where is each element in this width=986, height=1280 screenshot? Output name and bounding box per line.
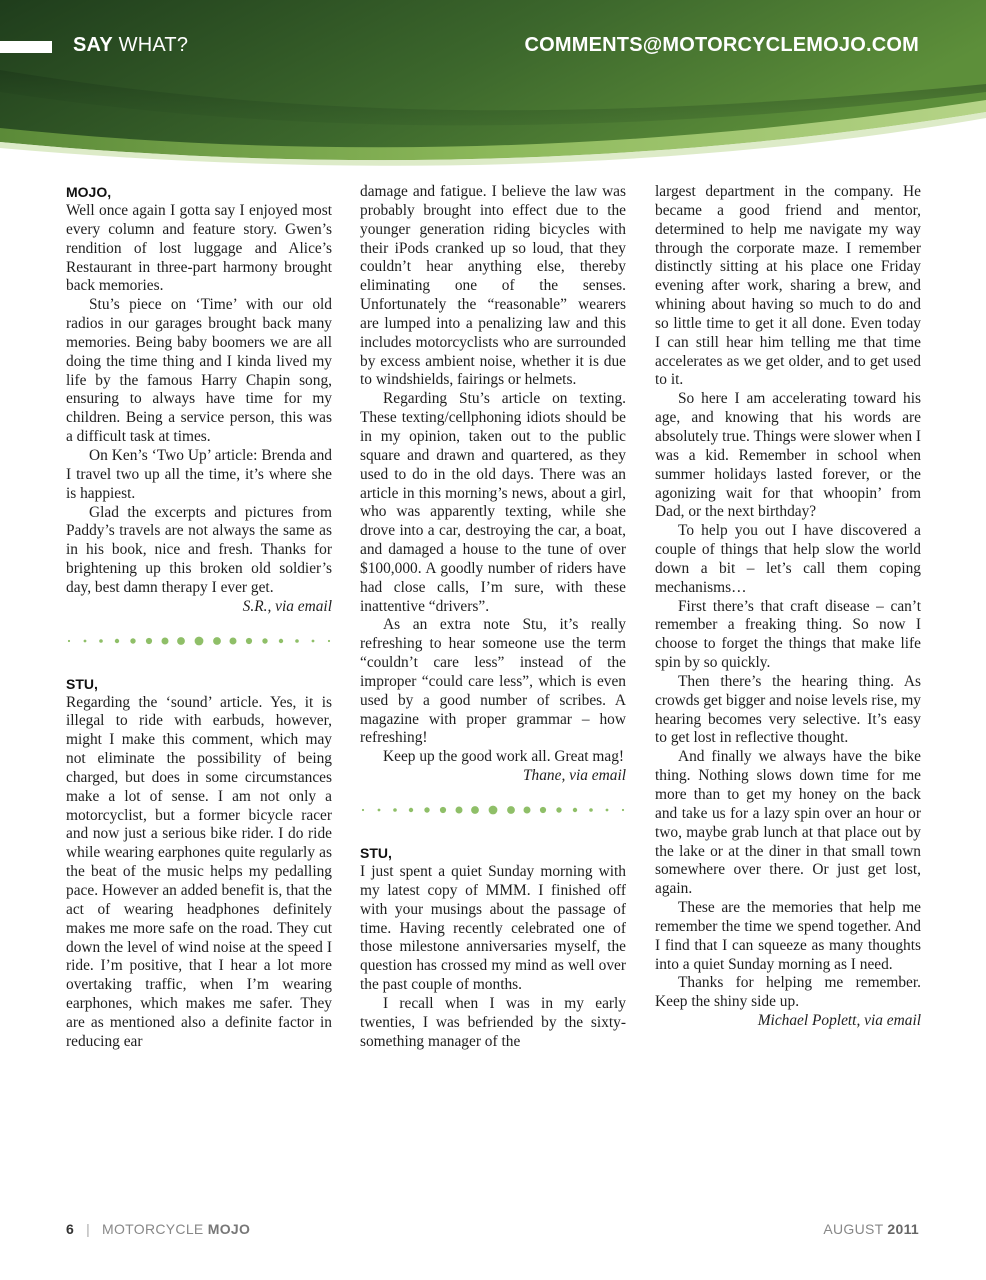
dot-divider-graphic [360,804,626,816]
section-title-strong: SAY [73,34,113,56]
letter-2-salutation: STU, [66,675,98,692]
issue-year: 2011 [887,1221,919,1237]
magazine-name-strong: MOJO [207,1221,251,1237]
letter-3-paragraph: Thanks for helping me remember. Keep the shiny side up. [655,974,921,1011]
section-title-rest: WHAT? [112,34,189,56]
letter-3-salutation: STU, [360,845,392,861]
page-number: 6 [66,1221,75,1237]
letter-1-signature: S.R., via email [242,597,332,615]
dot-divider [360,786,626,844]
issue-month: AUGUST [823,1221,888,1237]
letter-3-paragraph: First there’s that craft disease – can’t remember a freaking thing. So now I choose to forget the things that make life spin by so quickly. [655,597,921,672]
letter-3-paragraph: largest department in the company. He became a good friend and mentor, determined to help me navigate my way through the corporate maze. I remember distinctly sitting at his place one Friday evening after work, sharing a brew, and whining about having so much to do and so little time to get it all done. Even today I can still hear him telling me that time accelerates as we get older, and to get used to it. [655,183,921,389]
banner-swoosh-graphic [0,0,986,175]
header-accent-bar [0,41,52,53]
letter-1-paragraph: Stu’s piece on ‘Time’ with our old radios in our garages brought back many memories. Being baby boomers we are all doing the time thing and I kinda lived my life by the famous Harry Chapin song, ensuring to always have time for my children. Being a service person, this was a difficult task at times. [66,296,332,446]
letter-2-signature: Thane, via email [522,767,626,785]
dot-divider-graphic [66,635,332,647]
section-title [73,34,188,57]
letter-3-paragraph: These are the memories that help me remember the time we spend together. And I find that I can squeeze as many thoughts into a quiet Sunday morning as I need. [655,899,921,973]
letter-1-paragraph: Glad the excerpts and pictures from Paddy’s travels are not always the same as in his book, nice and fresh. Thanks for brightening up this broken old soldier’s day, best damn therapy I ever get. [66,503,332,596]
letter-2-paragraph: damage and fatigue. I believe the law was probably brought into effect due to the younger generation riding bicycles with their iPods cranked up so loud, that they couldn’t hear anything else, thereby eliminating one of the senses. Unfortunately the “reasonable” wearers are lumped into a penalizing law and this includes motorcyclists who are surrounded by excess ambient noise, whether it is due to windshields, fairings or helmets. [360,183,626,389]
letter-1-paragraph: On Ken’s ‘Two Up’ article: Brenda and I travel two up all the time, it’s where she is happiest. [66,446,332,502]
column-2 [360,183,626,1051]
letter-3-paragraph: So here I am accelerating toward his age, and knowing that his words are absolutely true. Things were slower when I was a kid. Remember in school when summer holidays lasted forever, or the agonizing wait for that whoopin’ from Dad, or the next birthday? [655,390,921,521]
letter-2-paragraph: Regarding the ‘sound’ article. Yes, it is illegal to ride with earbuds, however, might I make this comment, which may not eliminate the possibility of being charged, but does in some circumstances make a lot of sense. I am not only a motorcyclist, but a former bicycle racer and now just a serious bike rider. I do ride while wearing earphones quite regularly as the beat of the music helps my pedalling pace. However an added benefit is, that the act of wearing headphones definitely makes me more safe on the road. They cut down the level of wind noise at the speed I ride. I’m positive, that I hear a lot more overtaking traffic, when I’m wearing earphones, which makes me safer. They are as mentioned also a definite factor in reducing ear [66,693,332,1050]
letter-3-paragraph: I just spent a quiet Sunday morning with my latest copy of MMM. I finished off with your musings about the passage of time. Having recently celebrated one of those milestone anniversaries myself, the question has crossed my mind as well over the past couple of months. [360,863,626,994]
footer-separator: | [86,1221,91,1237]
letter-2-paragraph: As an extra note Stu, it’s really refreshing to hear someone use the term “couldn’t care less” instead of the improper “could care less”, which is even used by a good number of scribes. A magazine with proper grammar – how refreshing! [360,616,626,747]
letter-1-salutation: MOJO, [66,184,112,200]
footer-issue-date [823,1221,919,1237]
letter-3-paragraph: To help you out I have discovered a couple of things that help slow the world down a bit – let’s call them coping mechanisms… [655,522,921,596]
comments-email[interactable]: COMMENTS@MOTORCYCLEMOJO.COM [524,34,919,56]
letter-1-paragraph: Well once again I gotta say I enjoyed most every column and feature story. Gwen’s rendition of lost luggage and Alice’s Restaurant in three-part harmony brought back memories. [66,202,332,295]
letter-3-paragraph: And finally we always have the bike thing. Nothing slows down time for me more than to get my honey on the back and take us for a lazy spin over an hour or two, maybe grab lunch at that place out by the lake or at the diner in that small town somewhere over there. Or just get lost, again. [655,748,921,898]
letter-2-paragraph: Keep up the good work all. Great mag! [383,748,625,766]
column-1 [66,183,332,1052]
letter-3-signature: Michael Poplett, via email [757,1012,921,1030]
dot-divider [66,617,332,675]
letter-2-paragraph: Regarding Stu’s article on texting. These texting/cellphoning idiots should be in my opinion, taken out to the public square and drawn and quartered, as they used to do in the old days. There was an article in this morning’s news, about a girl, who was apparently texting, while she drove into a car, destroying the car, a boat, and damaged a house to the tune of over $100,000. A goodly number of riders have had close calls, I’m sure, with these inattentive “drivers”. [360,390,626,615]
magazine-name-light: MOTORCYCLE [102,1221,208,1237]
footer-page-info [66,1221,250,1237]
letter-3-paragraph: Then there’s the hearing thing. As crowds get bigger and noise levels rise, my hearing becomes very selective. It’s easy to get lost in reflective thought. [655,672,921,747]
column-3 [655,183,921,1031]
letter-3-paragraph: I recall when I was in my early twenties, I was befriended by the sixty-something manager of the [360,994,626,1050]
header-banner [0,0,986,175]
